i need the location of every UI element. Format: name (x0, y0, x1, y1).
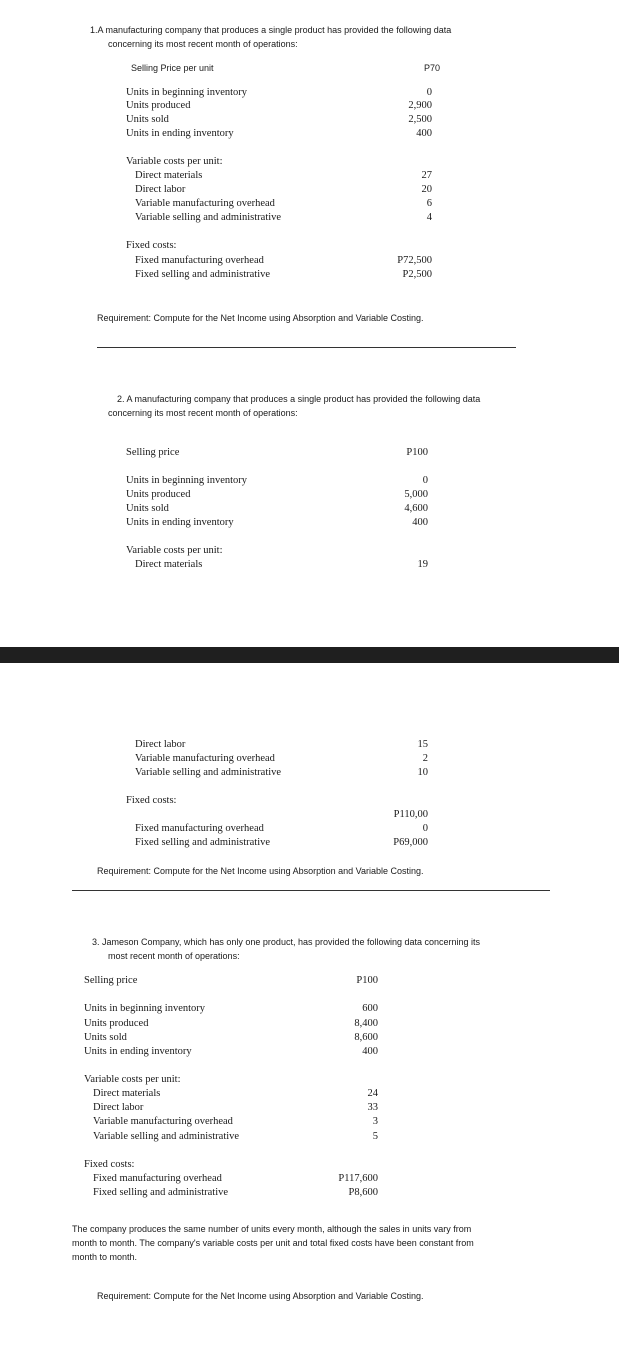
q1-variable-value: 6 (426, 198, 432, 209)
q3-selling-value: P100 (356, 975, 378, 986)
q1-units-label: Units produced (126, 100, 191, 111)
q1-selling-label: Selling Price per unit (131, 63, 214, 73)
q2-selling-value: P100 (406, 447, 428, 458)
q1-fixed-value: P72,500 (397, 255, 432, 266)
q3-units-value: 600 (362, 1003, 378, 1014)
q2-variable-heading: Variable costs per unit: (126, 545, 223, 556)
q3-variable-value: 33 (367, 1102, 378, 1113)
q1-variable-label: Variable selling and administrative (135, 212, 282, 223)
q3-note-line-3: month to month. (72, 1252, 138, 1262)
q2-fixed-value: 0 (422, 823, 428, 834)
q2-requirement: Requirement: Compute for the Net Income using Absorption and Variable Costing. (97, 866, 424, 876)
q1-fixed-label: Fixed selling and administrative (135, 269, 271, 280)
q2-units-label: Units in beginning inventory (126, 475, 248, 486)
q2-variable-label: Variable selling and administrative (135, 767, 282, 778)
q2-fixed-value: P69,000 (393, 837, 428, 848)
q3-intro-line-2: most recent month of operations: (108, 951, 240, 961)
q2-units-label: Units produced (126, 489, 191, 500)
q2-variable-value: 2 (422, 753, 428, 764)
q2-fixed-heading: Fixed costs: (126, 795, 177, 806)
divider (97, 347, 516, 348)
q3-units-label: Units in ending inventory (84, 1046, 192, 1057)
q3-units-value: 400 (362, 1046, 378, 1057)
q3-fixed-label: Fixed selling and administrative (93, 1187, 229, 1198)
q2-intro-line-2: concerning its most recent month of operations: (108, 408, 298, 418)
q1-variable-value: 27 (421, 170, 432, 181)
q1-fixed-label: Fixed manufacturing overhead (135, 255, 264, 266)
q3-units-label: Units produced (84, 1018, 149, 1029)
q3-requirement: Requirement: Compute for the Net Income using Absorption and Variable Costing. (97, 1291, 424, 1301)
q3-variable-heading: Variable costs per unit: (84, 1074, 181, 1085)
q1-variable-value: 20 (421, 184, 432, 195)
q2-fixed-value-top: P110,00 (393, 809, 428, 820)
q2-units-value: 4,600 (404, 503, 428, 514)
q3-fixed-heading: Fixed costs: (84, 1159, 135, 1170)
q2-fixed-label: Fixed selling and administrative (135, 837, 271, 848)
q3-units-value: 8,400 (354, 1018, 378, 1029)
q3-variable-label: Variable selling and administrative (93, 1131, 240, 1142)
q3-variable-label: Direct materials (93, 1088, 161, 1099)
q3-selling-label: Selling price (84, 975, 138, 986)
q2-units-label: Units sold (126, 503, 169, 514)
q2-variable-value: 19 (417, 559, 428, 570)
q1-variable-heading: Variable costs per unit: (126, 156, 223, 167)
q2-units-value: 0 (422, 475, 428, 486)
q3-variable-label: Direct labor (93, 1102, 144, 1113)
q1-intro-line-1: 1.A manufacturing company that produces a single product has provided the following data (90, 25, 452, 35)
q1-units-label: Units sold (126, 114, 169, 125)
q3-variable-value: 24 (367, 1088, 378, 1099)
q1-intro-line-2: concerning its most recent month of operations: (108, 39, 298, 49)
q3-note-line-2: month to month. The company's variable costs per unit and total fixed costs have been constant from (72, 1238, 474, 1248)
q2-units-value: 5,000 (404, 489, 428, 500)
q2-fixed-label: Fixed manufacturing overhead (135, 823, 264, 834)
q2-variable-value: 10 (417, 767, 428, 778)
q2-selling-label: Selling price (126, 447, 180, 458)
q3-units-value: 8,600 (354, 1032, 378, 1043)
q1-selling-value: P70 (423, 63, 440, 73)
q1-units-value: 2,900 (408, 100, 432, 111)
q3-units-label: Units in beginning inventory (84, 1003, 206, 1014)
q2-intro-line-1: 2. A manufacturing company that produces a single product has provided the following data (117, 394, 481, 404)
q2-variable-label: Variable manufacturing overhead (135, 753, 275, 764)
q3-fixed-label: Fixed manufacturing overhead (93, 1173, 222, 1184)
q1-variable-label: Direct labor (135, 184, 186, 195)
q2-variable-value: 15 (417, 739, 428, 750)
q1-units-value: 400 (416, 128, 432, 139)
q1-units-label: Units in ending inventory (126, 128, 234, 139)
q1-fixed-heading: Fixed costs: (126, 240, 177, 251)
q1-units-label: Units in beginning inventory (126, 87, 248, 98)
q1-units-value: 0 (426, 87, 432, 98)
q2-variable-label: Direct materials (135, 559, 203, 570)
q1-variable-label: Direct materials (135, 170, 203, 181)
q1-requirement: Requirement: Compute for the Net Income using Absorption and Variable Costing. (97, 313, 424, 323)
page-break-band (0, 647, 619, 663)
q3-intro-line-1: 3. Jameson Company, which has only one product, has provided the following data concerning its (92, 937, 481, 947)
q3-variable-value: 5 (372, 1131, 378, 1142)
q3-variable-value: 3 (372, 1116, 378, 1127)
q2-units-label: Units in ending inventory (126, 517, 234, 528)
q3-units-label: Units sold (84, 1032, 127, 1043)
q3-variable-label: Variable manufacturing overhead (93, 1116, 233, 1127)
divider (72, 890, 550, 891)
q2-variable-label: Direct labor (135, 739, 186, 750)
q3-fixed-value: P117,600 (338, 1173, 378, 1184)
q1-units-value: 2,500 (408, 114, 432, 125)
q3-fixed-value: P8,600 (348, 1187, 378, 1198)
q3-note-line-1: The company produces the same number of units every month, although the sales in units vary from (72, 1224, 472, 1234)
q2-units-value: 400 (412, 517, 428, 528)
q1-variable-label: Variable manufacturing overhead (135, 198, 275, 209)
q1-variable-value: 4 (426, 212, 432, 223)
q1-fixed-value: P2,500 (402, 269, 432, 280)
